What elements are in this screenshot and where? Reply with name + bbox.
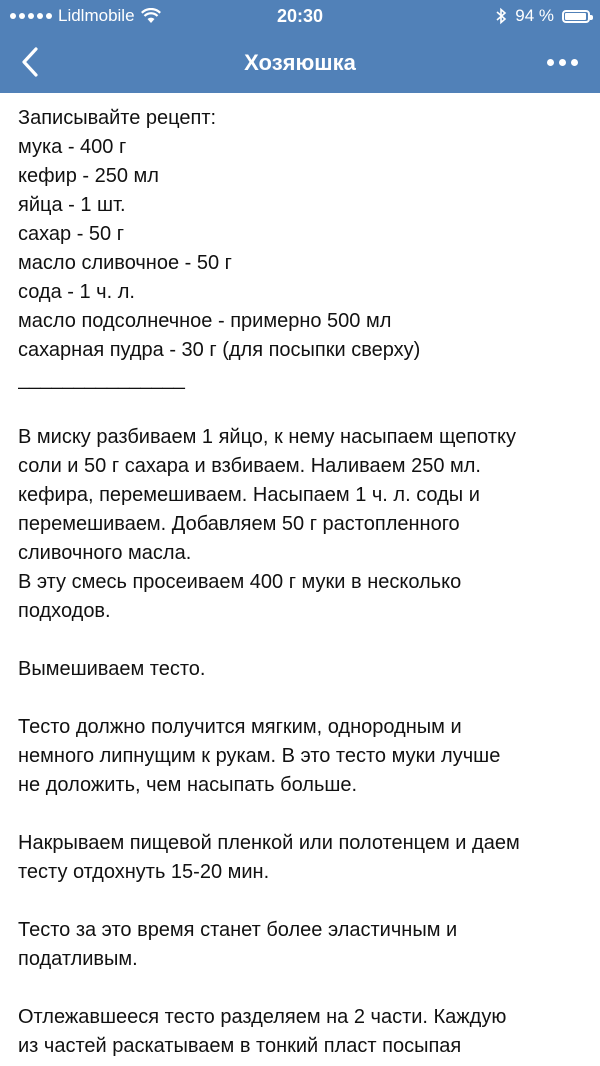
paragraph-line: кефира, перемешиваем. Насыпаем 1 ч. л. соды и: [18, 484, 480, 506]
separator-line: _______________: [18, 368, 185, 390]
status-bar: [0, 0, 600, 32]
ingredient-item: кефир - 250 мл: [18, 165, 159, 187]
paragraph-line: тесту отдохнуть 15-20 мин.: [18, 861, 270, 883]
bluetooth-icon: [495, 7, 507, 25]
ingredient-item: сода - 1 ч. л.: [18, 281, 135, 303]
status-right: [495, 4, 590, 28]
page-title: Хозяюшка: [244, 50, 356, 75]
back-button[interactable]: [10, 42, 50, 82]
nav-bar: [0, 32, 600, 93]
paragraph-line: податливым.: [18, 948, 138, 970]
battery-percent: 94 %: [515, 6, 554, 25]
ingredient-item: масло сливочное - 50 г: [18, 252, 232, 274]
recipe-intro: Записывайте рецепт:: [18, 107, 217, 129]
more-horizontal-icon: [547, 59, 554, 66]
ingredient-item: мука - 400 г: [18, 136, 127, 158]
paragraph-line: не доложить, чем насыпать больше.: [18, 774, 358, 796]
paragraph-line: В эту смесь просеиваем 400 г муки в несколько: [18, 571, 462, 593]
battery-fill: [565, 13, 586, 20]
paragraph-line: Тесто должно получится мягким, однородным и: [18, 716, 462, 738]
paragraph-line: В миску разбиваем 1 яйцо, к нему насыпаем щепотку: [18, 426, 516, 448]
ingredient-item: сахар - 50 г: [18, 223, 125, 245]
battery-icon: [562, 10, 590, 23]
paragraph-line: перемешиваем. Добавляем 50 г растопленного: [18, 513, 460, 535]
paragraph-line: соли и 50 г сахара и взбиваем. Наливаем 250 мл.: [18, 455, 481, 477]
paragraph-line: сливочного масла.: [18, 542, 192, 564]
more-button[interactable]: [540, 42, 584, 82]
paragraph-line: немного липнущим к рукам. В это тесто муки лучше: [18, 745, 501, 767]
carrier-name: Lidlmobile: [58, 6, 135, 25]
ingredient-item: сахарная пудра - 30 г (для посыпки сверху): [18, 339, 421, 361]
ingredient-item: яйца - 1 шт.: [18, 194, 126, 216]
paragraph-line: Вымешиваем тесто.: [18, 658, 206, 680]
paragraph-line: Накрываем пищевой пленкой или полотенцем и даем: [18, 832, 520, 854]
recipe-content: [18, 104, 590, 1066]
paragraph-line: подходов.: [18, 600, 111, 622]
top-bar: [0, 0, 600, 93]
paragraph-line: из частей раскатываем в тонкий пласт посыпая: [18, 1035, 462, 1057]
ingredient-item: масло подсолнечное - примерно 500 мл: [18, 310, 392, 332]
paragraph-line: Отлежавшееся тесто разделяем на 2 части. Каждую: [18, 1006, 507, 1028]
paragraph-line: Тесто за это время станет более эластичным и: [18, 919, 458, 941]
status-time: 20:30: [276, 6, 324, 26]
chevron-left-icon: [20, 46, 40, 78]
